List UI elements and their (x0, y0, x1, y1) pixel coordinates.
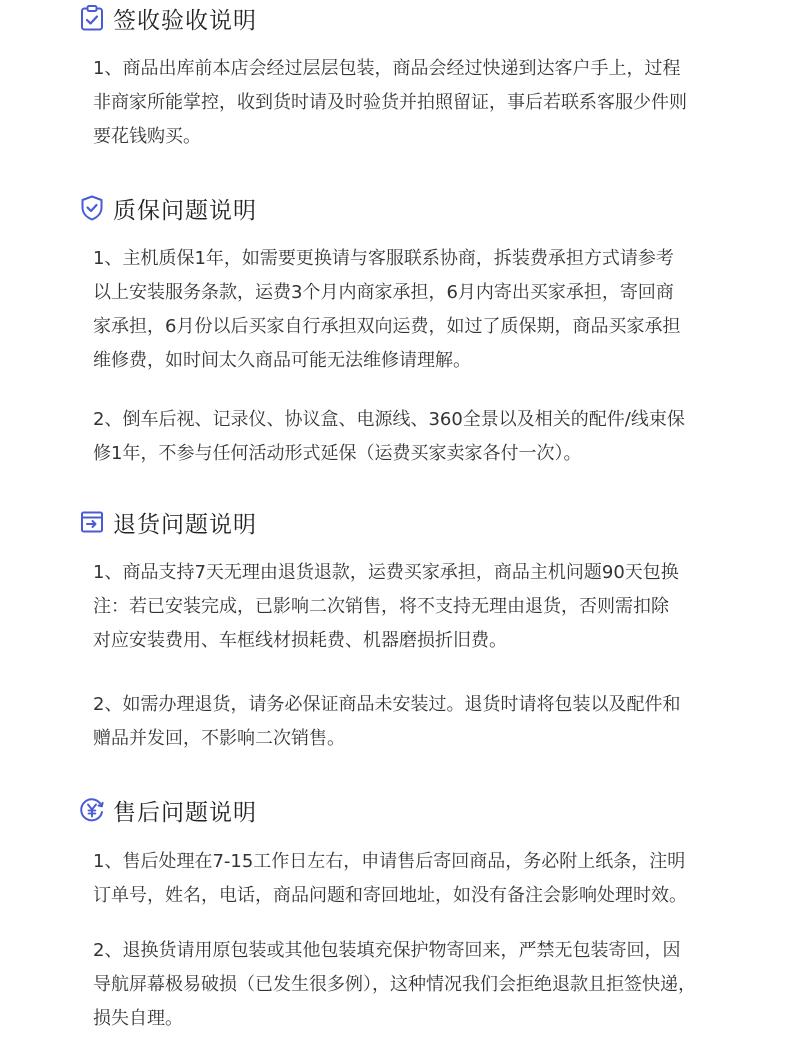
section-heading-receipt (79, 1, 257, 35)
paragraph-line: 2、退换货请用原包装或其他包装填充保护物寄回来，严禁无包装寄回，因 (93, 940, 681, 961)
paragraph-line: 以上安装服务条款，运费3个月内商家承担，6月内寄出买家承担，寄回商 (93, 282, 674, 303)
paragraph-line: 非商家所能掌控，收到货时请及时验货并拍照留证，事后若联系客服少件则 (93, 92, 687, 113)
paragraph-line: 1、主机质保1年，如需要更换请与客服联系协商，拆装费承担方式请参考 (93, 248, 674, 269)
section-heading-returns (79, 505, 257, 539)
paragraph (93, 403, 733, 471)
paragraph-line: 1、商品支持7天无理由退货退款，运费买家承担，商品主机问题90天包换 (93, 562, 679, 583)
section-heading-after-sales (79, 793, 257, 827)
paragraph-line: 修1年，不参与任何活动形式延保（运费买家卖家各付一次）。 (93, 443, 582, 464)
paragraph-line: 订单号，姓名，电话，商品问题和寄回地址，如没有备注会影响处理时效。 (93, 885, 687, 906)
section-title: 质保问题说明 (113, 197, 257, 224)
paragraph (93, 688, 733, 756)
paragraph-line: 1、商品出库前本店会经过层层包装，商品会经过快递到达客户手上，过程 (93, 58, 681, 79)
paragraph (93, 242, 733, 378)
paragraph (93, 556, 733, 658)
paragraph (93, 845, 733, 913)
paragraph (93, 934, 733, 1036)
paragraph-line: 维修费，如时间太久商品可能无法维修请理解。 (93, 350, 471, 371)
section-title: 售后问题说明 (113, 799, 257, 826)
paragraph-line: 对应安装费用、车框线材损耗费、机器磨损折旧费。 (93, 630, 507, 651)
paragraph-line: 注：若已安装完成，已影响二次销售，将不支持无理由退货，否则需扣除 (93, 596, 669, 617)
paragraph-line: 损失自理。 (93, 1008, 183, 1029)
return-box-icon (79, 509, 105, 535)
paragraph-line: 要花钱购买。 (93, 126, 201, 147)
paragraph-line: 2、如需办理退货，请务必保证商品未安装过。退货时请将包装以及配件和 (93, 694, 681, 715)
section-heading-warranty (79, 191, 257, 225)
section-title: 退货问题说明 (113, 511, 257, 538)
paragraph-line: 1、售后处理在7-15工作日左右，申请售后寄回商品，务必附上纸条，注明 (93, 851, 686, 872)
paragraph (93, 52, 733, 154)
shield-check-icon (79, 195, 105, 221)
paragraph-line: 导航屏幕极易破损（已发生很多例），这种情况我们会拒绝退款且拒签快递， (93, 974, 696, 995)
yuan-refund-icon (79, 797, 105, 823)
paragraph-line: 赠品并发回，不影响二次销售。 (93, 728, 345, 749)
paragraph-line: 家承担，6月份以后买家自行承担双向运费，如过了质保期，商品买家承担 (93, 316, 681, 337)
section-title: 签收验收说明 (113, 7, 257, 34)
clipboard-check-icon (79, 5, 105, 31)
paragraph-line: 2、倒车后视、记录仪、协议盒、电源线、360全景以及相关的配件/线束保 (93, 409, 685, 430)
